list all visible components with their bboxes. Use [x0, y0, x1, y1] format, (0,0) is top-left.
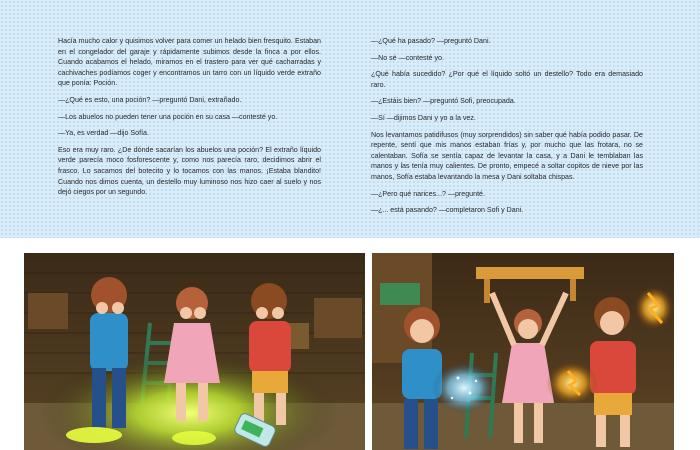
story-paragraph: Nos levantamos patidifusos (muy sorprendidos) sin saber qué había podido pasar. De repente, sentí que mis manos estaban frías y, por mucho que las frotara, no se calentaban. Sofía se sentía capaz de levantar la casa, y a Dani le temblaban las manos y las tenía muy calientes. De pronto, empecé a soltar copitos de nieve por las manos, Sofía estaba levantando la mesa y Dani soltaba chispas.	[371, 130, 643, 181]
story-paragraph: Eso era muy raro. ¿De dónde sacarían los abuelos una poción? El extraño líquido verde parecía moco fosforescente y, como nos parecía raro, decidimos abrir el frasco. Lo sacamos del botecito y lo tocamos con las manos. ¡Estaba blandito! Cuando nos dimos cuenta, un destello muy luminoso nos hizo caer al suelo y nos dejó ciegos por un segundo.	[58, 145, 321, 197]
story-right-column	[371, 36, 643, 222]
story-paragraph: —¿Qué es esto, una poción? —preguntó Dani, extrañado.	[58, 95, 242, 104]
story-paragraph: —¿Qué ha pasado? —preguntó Dani.	[371, 37, 491, 45]
story-left-column	[58, 36, 321, 204]
story-paragraph: —Ya, es verdad —dijo Sofía.	[58, 129, 149, 138]
story-paragraph: Hacía mucho calor y quisimos volver para comer un helado bien fresquito. Estaban en el congelador del garaje y rápidamente subimos desde la finca a por ellos. Cuando acabamos el helado, miramos en el trastero para ver qué cacharradas y cachivaches podíamos coger y encontramos un tarro con un líquido verde extraño que ponía: Poción.	[58, 37, 321, 88]
powers-scene-illustration	[372, 253, 674, 450]
story-paragraph: —Sí —dijimos Dani y yo a la vez.	[371, 113, 476, 122]
story-paragraph: —No sé —contesté yo.	[371, 53, 444, 62]
story-paragraph: —¿Pero qué narices...? —pregunté.	[371, 189, 485, 198]
story-paragraph: —¿Estáis bien? —preguntó Sofi, preocupada.	[371, 97, 516, 106]
flash-scene-illustration	[24, 253, 365, 450]
comic-panel-flash	[24, 253, 365, 450]
story-paragraph: —Los abuelos no pueden tener una poción en su casa —contesté yo.	[58, 112, 278, 121]
story-paragraph: ¿Qué había sucedido? ¿Por qué el líquido soltó un destello? Todo era demasiado raro.	[371, 70, 643, 89]
comic-panel-powers	[372, 253, 674, 450]
story-paragraph: —¿... está pasando? —completaron Sofi y Dani.	[371, 206, 524, 215]
